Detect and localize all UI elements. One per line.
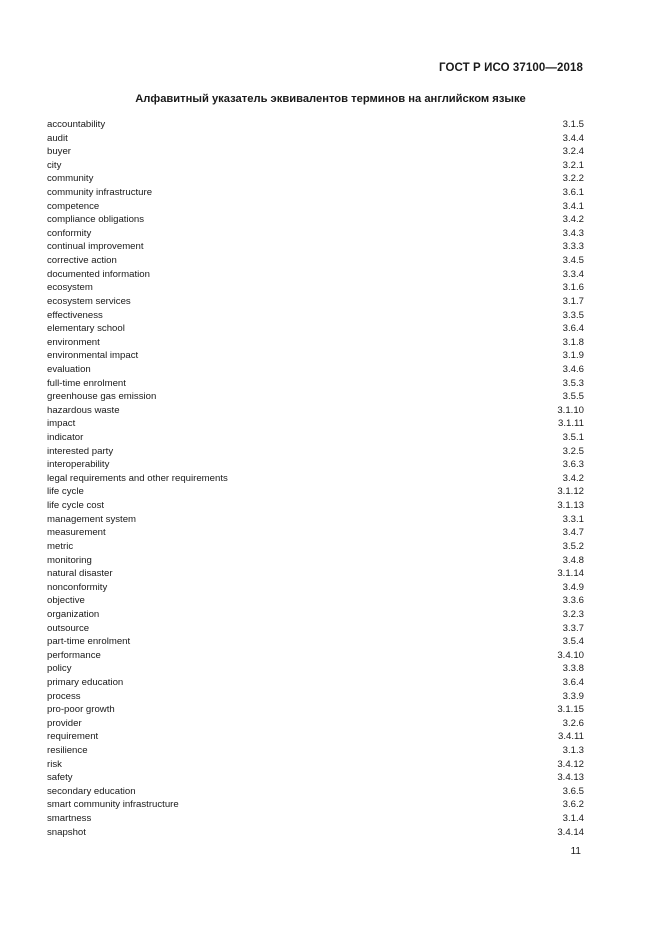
index-section-ref: 3.1.9 <box>562 350 584 362</box>
index-term: compliance obligations <box>47 214 145 226</box>
document-code: ГОСТ Р ИСО 37100—2018 <box>438 62 583 74</box>
index-entry <box>47 649 584 663</box>
index-entry <box>47 744 584 758</box>
index-term: buyer <box>47 146 71 158</box>
index-section-ref: 3.1.7 <box>562 295 584 307</box>
index-term: community <box>47 173 94 185</box>
index-section-ref: 3.1.15 <box>557 704 584 716</box>
index-term: indicator <box>47 432 84 444</box>
index-term: interested party <box>47 445 114 457</box>
index-entry <box>47 172 584 186</box>
index-term: competence <box>47 200 100 212</box>
index-section-ref: 3.3.8 <box>562 663 584 675</box>
index-section-ref: 3.4.1 <box>562 200 584 212</box>
index-section-ref: 3.1.3 <box>562 745 584 757</box>
index-term: community infrastructure <box>47 187 153 199</box>
index-term: organization <box>47 608 100 620</box>
index-entry <box>47 336 584 350</box>
index-entry <box>47 458 584 472</box>
index-section-ref: 3.6.2 <box>562 799 584 811</box>
index-section-ref: 3.1.12 <box>557 486 584 498</box>
index-term: corrective action <box>47 255 117 267</box>
index-entry <box>47 227 584 241</box>
index-section-ref: 3.6.1 <box>562 187 584 199</box>
index-entry <box>47 417 584 431</box>
index-entry <box>47 295 584 309</box>
index-section-ref: 3.4.14 <box>557 826 584 838</box>
index-entry <box>47 567 584 581</box>
term-index-list <box>47 118 584 839</box>
index-section-ref: 3.5.1 <box>562 432 584 444</box>
index-term: city <box>47 159 62 171</box>
index-section-ref: 3.4.11 <box>558 731 584 743</box>
index-term: life cycle <box>47 486 84 498</box>
index-entry <box>47 676 584 690</box>
index-term: conformity <box>47 227 92 239</box>
index-entry <box>47 622 584 636</box>
index-entry <box>47 826 584 840</box>
index-term: continual improvement <box>47 241 144 253</box>
index-section-ref: 3.4.2 <box>562 214 584 226</box>
index-section-ref: 3.4.3 <box>562 227 584 239</box>
index-section-ref: 3.2.3 <box>562 608 584 620</box>
index-term: safety <box>47 772 73 784</box>
index-entry <box>47 363 584 377</box>
index-entry <box>47 812 584 826</box>
index-term: ecosystem services <box>47 295 131 307</box>
index-section-ref: 3.2.5 <box>562 445 584 457</box>
index-term: environmental impact <box>47 350 139 362</box>
index-section-ref: 3.3.9 <box>562 690 584 702</box>
index-entry <box>47 159 584 173</box>
index-term: management system <box>47 513 137 525</box>
index-section-ref: 3.3.7 <box>562 622 584 634</box>
index-title: Алфавитный указатель эквивалентов терминов на английском языке <box>135 93 526 105</box>
index-entry <box>47 798 584 812</box>
index-entry <box>47 608 584 622</box>
index-term: policy <box>47 663 72 675</box>
index-section-ref: 3.3.3 <box>562 241 584 253</box>
index-section-ref: 3.1.14 <box>557 568 584 580</box>
index-section-ref: 3.5.4 <box>562 636 584 648</box>
index-section-ref: 3.2.4 <box>562 146 584 158</box>
index-section-ref: 3.4.5 <box>562 255 584 267</box>
index-entry <box>47 445 584 459</box>
index-section-ref: 3.4.7 <box>562 527 584 539</box>
index-term: risk <box>47 758 62 770</box>
index-entry <box>47 758 584 772</box>
index-term: audit <box>47 132 68 144</box>
index-entry <box>47 513 584 527</box>
index-entry <box>47 485 584 499</box>
index-term: primary education <box>47 676 124 688</box>
index-entry <box>47 730 584 744</box>
index-entry <box>47 540 584 554</box>
index-term: smartness <box>47 813 92 825</box>
index-section-ref: 3.5.3 <box>562 377 584 389</box>
index-term: measurement <box>47 527 106 539</box>
index-section-ref: 3.4.10 <box>557 649 584 661</box>
index-section-ref: 3.1.8 <box>562 336 584 348</box>
index-entry <box>47 377 584 391</box>
index-term: full-time enrolment <box>47 377 126 389</box>
index-entry <box>47 118 584 132</box>
index-term: legal requirements and other requirements <box>47 472 228 484</box>
index-term: ecosystem <box>47 282 93 294</box>
index-entry <box>47 200 584 214</box>
index-section-ref: 3.4.6 <box>562 363 584 375</box>
index-section-ref: 3.1.10 <box>557 404 584 416</box>
index-section-ref: 3.1.6 <box>562 282 584 294</box>
index-entry <box>47 594 584 608</box>
index-section-ref: 3.4.12 <box>557 758 584 770</box>
index-term: resilience <box>47 745 88 757</box>
index-entry <box>47 322 584 336</box>
index-entry <box>47 472 584 486</box>
index-section-ref: 3.3.6 <box>562 595 584 607</box>
index-term: provider <box>47 717 82 729</box>
index-term: natural disaster <box>47 568 113 580</box>
index-term: greenhouse gas emission <box>47 391 157 403</box>
index-entry <box>47 690 584 704</box>
index-term: metric <box>47 540 74 552</box>
index-entry <box>47 785 584 799</box>
index-entry <box>47 309 584 323</box>
index-section-ref: 3.1.13 <box>557 500 584 512</box>
index-term: evaluation <box>47 363 91 375</box>
index-term: documented information <box>47 268 150 280</box>
index-entry <box>47 771 584 785</box>
index-term: effectiveness <box>47 309 103 321</box>
index-term: part-time enrolment <box>47 636 131 648</box>
index-entry <box>47 581 584 595</box>
index-term: interoperability <box>47 459 110 471</box>
index-section-ref: 3.1.5 <box>562 119 584 130</box>
index-entry <box>47 431 584 445</box>
index-section-ref: 3.6.5 <box>562 785 584 797</box>
index-entry <box>47 254 584 268</box>
index-entry <box>47 526 584 540</box>
index-section-ref: 3.3.4 <box>562 268 584 280</box>
index-term: process <box>47 690 81 702</box>
index-term: hazardous waste <box>47 404 120 416</box>
index-entry <box>47 390 584 404</box>
index-entry <box>47 132 584 146</box>
index-section-ref: 3.3.5 <box>562 309 584 321</box>
index-section-ref: 3.2.1 <box>562 159 584 171</box>
index-section-ref: 3.2.6 <box>562 717 584 729</box>
index-section-ref: 3.4.9 <box>562 581 584 593</box>
index-entry <box>47 635 584 649</box>
index-section-ref: 3.4.2 <box>562 472 584 484</box>
index-term: objective <box>47 595 85 607</box>
index-section-ref: 3.3.1 <box>562 513 584 525</box>
index-section-ref: 3.1.11 <box>558 418 584 430</box>
index-section-ref: 3.6.4 <box>562 323 584 335</box>
index-entry <box>47 213 584 227</box>
index-section-ref: 3.4.8 <box>562 554 584 566</box>
index-entry <box>47 404 584 418</box>
index-term: requirement <box>47 731 99 743</box>
index-term: impact <box>47 418 76 430</box>
index-term: smart community infrastructure <box>47 799 179 811</box>
index-section-ref: 3.4.4 <box>562 132 584 144</box>
index-section-ref: 3.5.5 <box>562 391 584 403</box>
index-term: pro-poor growth <box>47 704 115 716</box>
index-entry <box>47 703 584 717</box>
index-term: accountability <box>47 119 106 130</box>
index-section-ref: 3.6.3 <box>562 459 584 471</box>
index-entry <box>47 240 584 254</box>
index-entry <box>47 554 584 568</box>
index-entry <box>47 349 584 363</box>
index-section-ref: 3.5.2 <box>562 540 584 552</box>
index-term: performance <box>47 649 101 661</box>
index-term: nonconformity <box>47 581 108 593</box>
index-term: monitoring <box>47 554 92 566</box>
index-entry <box>47 145 584 159</box>
index-section-ref: 3.4.13 <box>557 772 584 784</box>
index-term: environment <box>47 336 100 348</box>
index-section-ref: 3.6.4 <box>562 676 584 688</box>
index-entry <box>47 281 584 295</box>
index-section-ref: 3.1.4 <box>562 813 584 825</box>
index-entry <box>47 268 584 282</box>
index-term: secondary education <box>47 785 136 797</box>
index-term: life cycle cost <box>47 500 105 512</box>
index-term: snapshot <box>47 826 86 838</box>
index-term: outsource <box>47 622 90 634</box>
index-term: elementary school <box>47 323 125 335</box>
index-entry <box>47 499 584 513</box>
index-entry <box>47 662 584 676</box>
page-number: 11 <box>570 846 581 857</box>
index-section-ref: 3.2.2 <box>562 173 584 185</box>
index-entry <box>47 186 584 200</box>
index-entry <box>47 717 584 731</box>
